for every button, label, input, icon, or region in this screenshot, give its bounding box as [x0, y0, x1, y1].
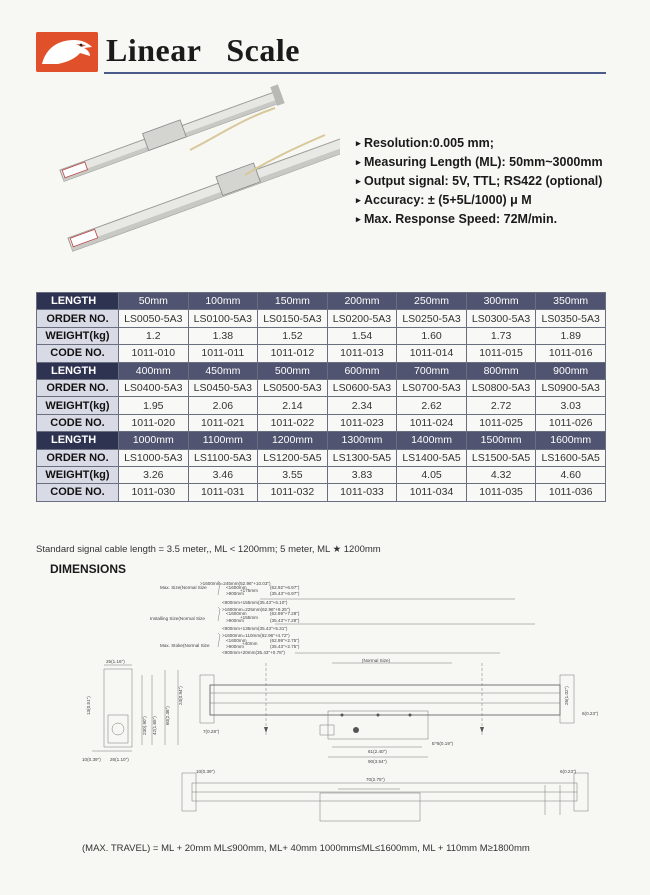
row-label: CODE NO. — [37, 484, 119, 501]
table-cell: LS0700-5A3 — [397, 379, 467, 396]
row-label: CODE NO. — [37, 345, 119, 362]
table-cell: LS0600-5A3 — [327, 379, 397, 396]
table-cell: 1011-032 — [258, 484, 328, 501]
model-table — [36, 292, 606, 502]
drawing-label: +155mm — [240, 615, 259, 620]
table-cell: LS1000-5A3 — [119, 449, 189, 466]
drawing-label: (Normal Size) — [362, 658, 391, 663]
table-cell: 1011-016 — [536, 345, 606, 362]
table-cell: 1.54 — [327, 327, 397, 344]
table-cell: 2.06 — [188, 397, 258, 414]
max-travel-note: (MAX. TRAVEL) = ML + 20mm ML≤900mm, ML+ 40mm 1000mm≤ML≤1600mm, ML + 110mm M≥1800mm — [82, 843, 530, 854]
drawing-label: 26(1.02") — [564, 686, 569, 705]
table-cell: 450mm — [188, 362, 258, 379]
drawing-label: 26(1.10") — [110, 757, 129, 762]
table-cell: 1011-012 — [258, 345, 328, 362]
bullet-icon: ▸ — [356, 138, 361, 148]
table-cell: 1011-030 — [119, 484, 189, 501]
table-cell: LS0350-5A3 — [536, 310, 606, 327]
drawing-label: >900mm — [226, 618, 245, 623]
table-cell: LS0100-5A3 — [188, 310, 258, 327]
table-cell: 4.60 — [536, 466, 606, 483]
drawing-label: (62.99"+2.75") — [270, 638, 300, 643]
dimension-drawing — [70, 575, 630, 835]
table-cell: 150mm — [258, 293, 328, 310]
bullet-icon: ▸ — [356, 157, 361, 167]
table-cell: 1.73 — [466, 327, 536, 344]
drawing-label: 61(2.40") — [368, 749, 387, 754]
drawing-label: Max. Size(Normal Size — [160, 585, 207, 590]
table-cell: 500mm — [258, 362, 328, 379]
drawing-label: (62.92"+6.97") — [270, 585, 300, 590]
drawing-label: >900mm — [226, 644, 245, 649]
table-cell: 1.60 — [397, 327, 467, 344]
drawing-label: +175mm — [240, 588, 259, 593]
table-cell: LS0900-5A3 — [536, 379, 606, 396]
table-cell: LS0450-5A3 — [188, 379, 258, 396]
table-cell: LS1500-5A5 — [466, 449, 536, 466]
table-cell: 3.03 — [536, 397, 606, 414]
table-cell: LS0150-5A3 — [258, 310, 328, 327]
table-cell: LS0400-5A3 — [119, 379, 189, 396]
table-cell: 400mm — [119, 362, 189, 379]
drawing-label: 90(3.54") — [368, 759, 387, 764]
table-cell: 350mm — [536, 293, 606, 310]
weight-row — [37, 466, 606, 483]
weight-row — [37, 327, 606, 344]
table-cell: 3.26 — [119, 466, 189, 483]
table-cell: 50mm — [119, 293, 189, 310]
row-label: LENGTH — [37, 293, 119, 310]
table-cell: 1011-011 — [188, 345, 258, 362]
drawing-label: (62.99"+7.28") — [270, 611, 300, 616]
drawing-label: 25(1.16") — [106, 659, 125, 664]
spec-response-speed: ▸ Max. Response Speed: 72M/min. — [356, 210, 636, 229]
table-cell: 1011-036 — [536, 484, 606, 501]
weight-row — [37, 397, 606, 414]
drawing-label: 7(0.28") — [203, 729, 220, 734]
spec-resolution: ▸ Resolution:0.005 mm; — [356, 134, 636, 153]
table-cell: 1011-034 — [397, 484, 467, 501]
spec-list — [356, 134, 636, 229]
table-cell: 300mm — [466, 293, 536, 310]
table-cell: 2.72 — [466, 397, 536, 414]
table-cell: 3.83 — [327, 466, 397, 483]
table-cell: 1011-020 — [119, 414, 189, 431]
drawing-label: 6(0.23") — [560, 769, 577, 774]
row-label: LENGTH — [37, 432, 119, 449]
table-cell: 1011-033 — [327, 484, 397, 501]
table-cell: 1011-015 — [466, 345, 536, 362]
row-label: ORDER NO. — [37, 310, 119, 327]
table-cell: LS1600-5A5 — [536, 449, 606, 466]
row-label: ORDER NO. — [37, 379, 119, 396]
table-cell: LS0300-5A3 — [466, 310, 536, 327]
drawing-label: <1600mm — [226, 638, 247, 643]
code-row — [37, 414, 606, 431]
table-cell: 1011-023 — [327, 414, 397, 431]
drawing-label: >1600mm=110mm(62.96"+4.72") — [222, 633, 290, 638]
table-cell: 2.62 — [397, 397, 467, 414]
row-label: ORDER NO. — [37, 449, 119, 466]
table-cell: 1000mm — [119, 432, 189, 449]
drawing-label: <900mm+135mm(35.43"+5.31") — [222, 626, 288, 631]
code-row — [37, 345, 606, 362]
bullet-icon: ▸ — [356, 214, 361, 224]
spec-measuring-length: ▸ Measuring Length (ML): 50mm~3000mm — [356, 153, 636, 172]
table-cell: LS0250-5A3 — [397, 310, 467, 327]
table-cell: LS0500-5A3 — [258, 379, 328, 396]
row-label: WEIGHT(kg) — [37, 466, 119, 483]
page-title: Linear Scale — [106, 32, 300, 68]
drawing-label: (35.43"+2.75") — [270, 644, 300, 649]
drawing-label: Max. Stoke(Normal Size — [160, 643, 210, 648]
table-cell: 4.05 — [397, 466, 467, 483]
drawing-label: 60(2.36") — [165, 706, 170, 725]
spec-output-signal: ▸ Output signal: 5V, TTL; RS422 (optional) — [356, 172, 636, 191]
header-divider — [104, 72, 606, 74]
row-label: CODE NO. — [37, 414, 119, 431]
table-cell: 800mm — [466, 362, 536, 379]
drawing-label: 10(0.39") — [196, 769, 215, 774]
drawing-label: 24(0.94") — [178, 686, 183, 705]
table-cell: 1011-010 — [119, 345, 189, 362]
table-cell: 600mm — [327, 362, 397, 379]
table-cell: 1011-031 — [188, 484, 258, 501]
table-cell: 100mm — [188, 293, 258, 310]
table-cell: 1600mm — [536, 432, 606, 449]
table-cell: 1500mm — [466, 432, 536, 449]
table-cell: 1011-024 — [397, 414, 467, 431]
table-cell: 1200mm — [258, 432, 328, 449]
table-cell: LS1200-5A5 — [258, 449, 328, 466]
eagle-logo — [36, 32, 98, 72]
table-cell: 900mm — [536, 362, 606, 379]
row-label: LENGTH — [37, 362, 119, 379]
drawing-label: <1600mm — [226, 611, 247, 616]
order-row — [37, 310, 606, 327]
drawing-label: <900mm+20mm(35.43"+0.78") — [222, 650, 285, 655]
bullet-icon: ▸ — [356, 176, 361, 186]
table-cell: 1300mm — [327, 432, 397, 449]
length-row — [37, 293, 606, 310]
table-cell: 200mm — [327, 293, 397, 310]
table-cell: 1.2 — [119, 327, 189, 344]
table-cell: LS1100-5A3 — [188, 449, 258, 466]
table-cell: LS0050-5A3 — [119, 310, 189, 327]
table-cell: 1011-022 — [258, 414, 328, 431]
table-cell: 1.52 — [258, 327, 328, 344]
table-cell: LS0200-5A3 — [327, 310, 397, 327]
table-cell: 1.95 — [119, 397, 189, 414]
drawing-label: (35.43"+7.28") — [270, 618, 300, 623]
table-cell: LS1400-5A5 — [397, 449, 467, 466]
drawing-label: >900mm — [226, 591, 245, 596]
table-cell: 3.46 — [188, 466, 258, 483]
table-cell: 4.32 — [466, 466, 536, 483]
table-cell: 1011-026 — [536, 414, 606, 431]
drawing-label: 42(1.65") — [152, 716, 157, 735]
drawing-label: E*5(0.19") — [432, 741, 454, 746]
drawing-label: >1600mm=225mm(62.96"+9.25") — [222, 607, 290, 612]
table-cell: 1011-025 — [466, 414, 536, 431]
table-cell: 250mm — [397, 293, 467, 310]
order-row — [37, 379, 606, 396]
length-row — [37, 362, 606, 379]
drawing-label: 70(2.75") — [366, 777, 385, 782]
table-cell: 2.34 — [327, 397, 397, 414]
table-cell: 1011-035 — [466, 484, 536, 501]
table-cell: 2.14 — [258, 397, 328, 414]
bullet-icon: ▸ — [356, 195, 361, 205]
table-cell: 3.55 — [258, 466, 328, 483]
drawing-label: 230(.90") — [142, 716, 147, 735]
length-row — [37, 432, 606, 449]
table-cell: LS1300-5A5 — [327, 449, 397, 466]
drawing-label: 13(0.51") — [86, 696, 91, 715]
spec-accuracy: ▸ Accuracy: ± (5+5L/1000) μ M — [356, 191, 636, 210]
row-label: WEIGHT(kg) — [37, 397, 119, 414]
page-header — [36, 28, 606, 76]
code-row — [37, 484, 606, 501]
table-cell: 1.38 — [188, 327, 258, 344]
table-cell: 1011-013 — [327, 345, 397, 362]
table-cell: 1100mm — [188, 432, 258, 449]
drawing-label: 10(0.39") — [82, 757, 101, 762]
table-cell: 1.89 — [536, 327, 606, 344]
drawing-label: +40mm — [242, 641, 258, 646]
drawing-label: <1600mm — [226, 585, 247, 590]
drawing-label: <900mm+155mm(35.43"+6.10") — [222, 600, 288, 605]
dimensions-title: DIMENSIONS — [50, 562, 127, 576]
drawing-label: >1600mm=245mm(52.96"+10.03") — [200, 581, 271, 586]
cable-note: Standard signal cable length = 3.5 meter,, ML < 1200mm; 5 meter, ML ★ 1200mm — [36, 544, 381, 555]
table-cell: 700mm — [397, 362, 467, 379]
order-row — [37, 449, 606, 466]
drawing-label: Installing Size(Normal Size — [150, 616, 205, 621]
drawing-label: (35.43"+6.97") — [270, 591, 300, 596]
table-cell: 1011-014 — [397, 345, 467, 362]
drawing-label: 6(0.23") — [582, 711, 599, 716]
row-label: WEIGHT(kg) — [37, 327, 119, 344]
product-photo — [40, 80, 340, 255]
table-cell: 1400mm — [397, 432, 467, 449]
table-cell: LS0800-5A3 — [466, 379, 536, 396]
table-cell: 1011-021 — [188, 414, 258, 431]
